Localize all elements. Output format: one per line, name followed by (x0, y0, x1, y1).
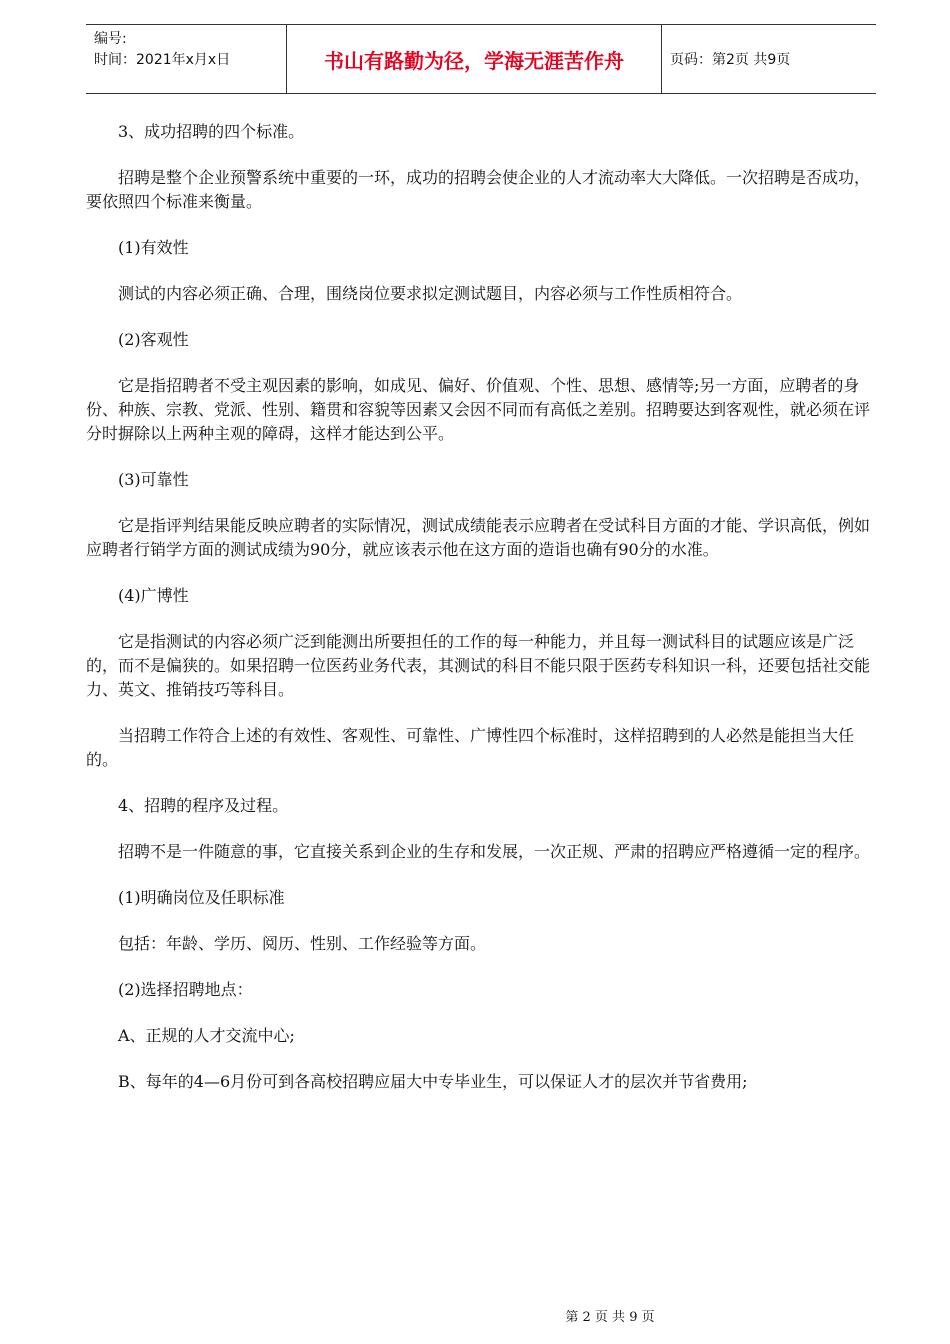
paragraph: (1)明确岗位及任职标准 (118, 888, 285, 907)
header-motto: 书山有路勤为径，学海无涯苦作舟 (286, 25, 662, 93)
paragraph: 当招聘工作符合上述的有效性、客观性、可靠性、广博性四个标准时，这样招聘到的人必然是能担当大任的。 (86, 726, 855, 769)
paragraph: 它是指评判结果能反映应聘者的实际情况，测试成绩能表示应聘者在受试科目方面的才能、学识高低，例如应聘者行销学方面的测试成绩为90分，就应该表示他在这方面的造诣也确有90分的水准。 (86, 516, 871, 559)
paragraph: B、每年的4—6月份可到各高校招聘应届大中专毕业生，可以保证人才的层次并节省费用; (118, 1072, 748, 1091)
paragraph: 招聘是整个企业预警系统中重要的一环，成功的招聘会使企业的人才流动率大大降低。一次招聘是否成功，要依照四个标准来衡量。 (86, 168, 871, 211)
paragraph: 招聘不是一件随意的事，它直接关系到企业的生存和发展，一次正规、严肃的招聘应严格遵循一定的程序。 (118, 842, 871, 861)
paragraph: 它是指招聘者不受主观因素的影响，如成见、偏好、价值观、个性、思想、感情等;另一方面，应聘者的身份、种族、宗教、党派、性别、籍贯和容貌等因素又会因不同而有高低之差别。招聘要达到客观性，就必须在评分时摒除以上两种主观的障碍，这样才能达到公平。 (86, 376, 871, 443)
paragraph: (1)有效性 (118, 238, 189, 257)
paragraph: 4、招聘的程序及过程。 (118, 796, 289, 815)
paragraph: 包括：年龄、学历、阅历、性别、工作经验等方面。 (118, 934, 487, 953)
paragraph: A、正规的人才交流中心; (118, 1026, 295, 1045)
paragraph: (4)广博性 (118, 586, 189, 605)
paragraph: (2)选择招聘地点： (118, 980, 253, 999)
page-footer: 第 2 页 共 9 页 (565, 1310, 655, 1325)
document-body (86, 120, 876, 1116)
header-meta (94, 29, 294, 71)
paragraph: 测试的内容必须正确、合理，围绕岗位要求拟定测试题目，内容必须与工作性质相符合。 (118, 284, 743, 303)
paragraph: 它是指测试的内容必须广泛到能测出所要担任的工作的每一种能力，并且每一测试科目的试题应该是广泛的，而不是偏狭的。如果招聘一位医药业务代表，其测试的科目不能只限于医药专科知识一科，还要包括社交能力、英文、推销技巧等科目。 (86, 632, 871, 699)
page-header (86, 24, 876, 94)
document-time-label: 时间：2021年x月x日 (94, 52, 231, 68)
paragraph: (2)客观性 (118, 330, 189, 349)
paragraph: (3)可靠性 (118, 470, 189, 489)
header-page-indicator: 页码：第2页 共9页 (670, 52, 791, 68)
document-number-label: 编号: (94, 31, 127, 47)
paragraph: 3、成功招聘的四个标准。 (118, 122, 305, 141)
